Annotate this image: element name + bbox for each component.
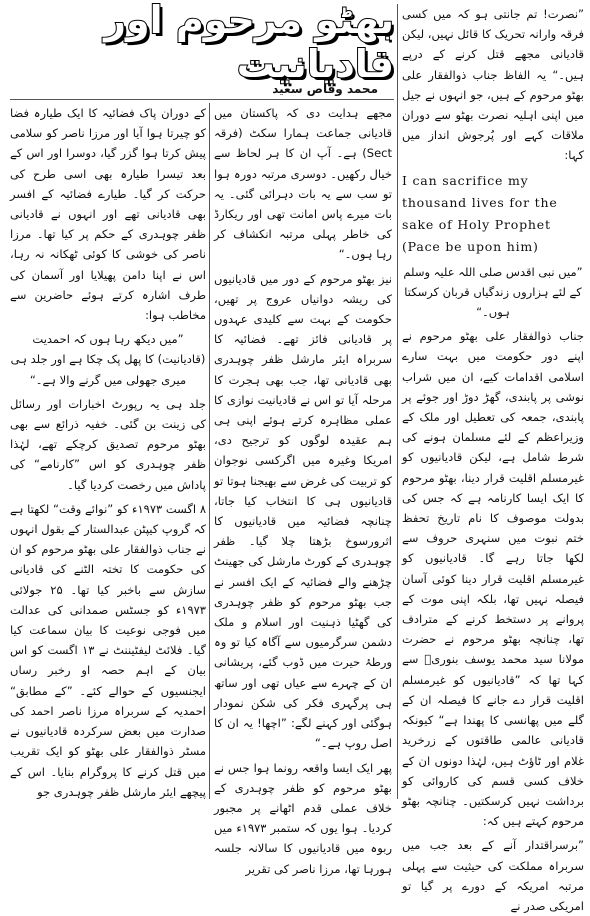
column-divider bbox=[397, 4, 398, 799]
urdu-quote: ”میں نبی اقدس صلی اللہ علیہ وسلم کے لئے ہزاروں زندگیاں قربان کرسکتا ہوں۔“ bbox=[403, 264, 583, 320]
paragraph: جناب ذوالفقار علی بھٹو مرحوم نے اپنے دور حکومت میں بہت سارے اسلامی اقدامات کیے، ان میں شراب نوشی پر پابندی، گھڑ دوڑ اور جوئے پر پابندی، جمعہ کی تعطیل اور ملک کے وزیراعظم کے لئے مسلمان ہونے کی شرط شامل ہے، لیکن قادیانیوں کو غیرمسلم اقلیت قرار دینا، بھٹو مرحوم کا ایک ایسا کارنامہ ہے کہ جس کی بدولت موصوف کا نام تاریخ تحفظ ختم نبوت میں سنہری حروف سے لکھا جاتا رہے گا۔ قادیانیوں کو غیرمسلم اقلیت قرار دینا کوئی آسان فیصلہ نہیں تھا، بلکہ اپنی موت کے پروانے پر دستخط کرنے کے مترادف تھا، چنانچہ بھٹو مرحوم نے حضرت مولانا سید محمد یوسف بنوریؒ سے کہا تھا کہ ”قادیانیوں کو غیرمسلم اقلیت قرار دے جانے کا فیصلہ ان کے گلے میں پھانسی کا پھندا ہے“ کیونکہ قادیانی عالمی طاقتوں کے زرخرید غلام اور ٹاؤٹ ہیں، لہٰذا دونوں ان کے خلاف کسی قسم کی کاروائی کو برداشت نہیں کرسکتیں۔ چنانچہ بھٹو مرحوم کہتے ہیں کہ: bbox=[402, 329, 584, 829]
paragraph: ”نصرت! تم جانتی ہو کہ میں کسی فرقہ وارانہ تحریک کا قائل نہیں، لیکن قادیانی مجھے قتل کرنے کے درپے ہیں۔“ یہ الفاظ جناب ذوالفقار علی بھٹو مرحوم کے ہیں، جو انہوں نے جیل میں اپنی اہلیہ نصرت بھٹو سے دوران ملاقات کہے اور پُرجوش انداز میں کہا: bbox=[402, 7, 584, 163]
middle-column bbox=[214, 103, 393, 876]
headline bbox=[10, 0, 394, 86]
paragraph: جلد ہی یہ رپورٹ اخبارات اور رسائل کی زینت بن گئی۔ خفیہ ذرائع سے بھی بھٹو مرحوم تصدیق کرچکے تھے، لہٰذا ظفر چوہدری کو اس ”کارنامے“ کی پاداش میں رخصت کردیا گیا۔ bbox=[10, 396, 206, 492]
left-column bbox=[10, 103, 206, 803]
paragraph: ۸ اگست ۱۹۷۳ء کو ”نوائے وقت“ لکھتا ہے کہ گروپ کیپٹن عبدالستار کے بقول انہوں نے جناب ذوالفقار علی بھٹو مرحوم کو ان کی حکومت کا تختہ الٹنے کی قادیانی سازش سے باخبر کیا تھا۔ ۲۵ جولائی ۱۹۷۳ء کو جسٹس صمدانی کی عدالت میں فوجی نوعیت کا بیان سماعت کیا گیا۔ فلائٹ لیفٹیننٹ نے ۱۳ اگست کو اس بیان کے اہم حصہ او رخبر رساں ایجنسیوں کے حوالے کئے۔ ”کے مطابق“ احمدیہ کے سربراہ مرزا ناصر احمد کی صدارت میں بعض سرکردہ قادیانیوں نے مسٹر ذوالفقار علی بھٹو کو ایک تقریب میں قتل کرنے کا پروگرام بنایا۔ اس کے پیچھے ایئر مارشل ظفر چوہدری جو bbox=[10, 501, 206, 799]
quote: ”میں دیکھ رہا ہوں کہ احمدیت (قادیانیت) کا پھل پک چکا ہے اور جلد ہی میری جھولی میں گرنے والا ہے۔“ bbox=[10, 332, 206, 387]
right-column bbox=[402, 4, 584, 913]
paragraph: پھر ایک ایسا واقعہ رونما ہوا جس نے بھٹو مرحوم کو ظفر چوہدری کے خلاف عملی قدم اٹھانے پر مجبور کردیا۔ ہوا یوں کہ ستمبر ۱۹۷۳ء میں ربوہ میں قادیانیوں کا سالانہ جلسہ ہورہا تھا، مرزا ناصر کی تقریر bbox=[214, 760, 393, 876]
paragraph: نیز بھٹو مرحوم کے دور میں قادیانیوں کی ریشہ دوانیاں عروج پر تھیں، حکومت کے بہت سے کلیدی عہدوں پر قادیانی فائز تھے۔ فضائیہ کا سربراہ ایئر مارشل ظفر چوہدری بھی قادیانی تھا، جب بھی ہجرت کا مرحلہ آیا تو اس نے قادیانیت نوازی کا عملی مظاہرہ کرتے ہوئے اپنی ہی ہم عقیدہ لوگوں کو ترجیح دی، امریکا وغیرہ میں اگرکسی نوجوان کو تربیت کی غرض سے بھیجنا ہوتا تو قادیانیوں ہی کا انتخاب کیا جاتا، چنانچہ فضائیہ میں قادیانیوں کا اثرورسوخ بڑھتا چلا گیا۔ ظفر چوہدری کے کورٹ مارشل کی جھینٹ چڑھنے والے فضائیہ کے ایک افسر نے جب بھٹو مرحوم کو ظفر چوہدری کی گھٹیا ذہنیت اور اسلام و ملک دشمن سرگرمیوں سے آگاہ کیا تو وہ ورطۂ حیرت میں ڈوب گئے، پریشانی ان کے چہرے سے عیاں تھی اور ساتھ ہی پرگہری فکر کی شکن نمودار ہوگئی اور کہنے لگے: ”اچھا! یہ ان کا اصل روپ ہے۔“ bbox=[214, 271, 392, 751]
paragraph: کے دوران پاک فضائیہ کا ایک طیارہ فضا کو چیرتا ہوا آیا اور مرزا ناصر کو سلامی پیش کرتا ہوا گزر گیا، دوسرا اور اس کے بعد تیسرا طیارہ بھی اسی طرح کی حرکت کر گیا۔ طیارے فضائیہ کے افسر بھی قادیانی تھے اور انہوں نے قادیانی ظفر چوہدری کے حکم پر کیا تھا۔ مرزا ناصر کی خوشی کا کوئی ٹھکانہ نہ رہا، اس نے اپنا دامن پھیلایا اور آسمان کی طرف اشارہ کرتے ہوئے حاضرین سے مخاطب ہوا: bbox=[10, 106, 206, 323]
paragraph: ”برسراقتدار آنے کے بعد جب میں سربراہ مملکت کی حیثیت سے پہلی مرتبہ امریکہ کے دورے پر گیا تو امریکی صدر نے bbox=[402, 838, 584, 913]
paragraph: مجھے ہدایت دی کہ پاکستان میں قادیانی جماعت ہمارا سکٹ (فرقہ Sect) ہے۔ آپ ان کا ہر لحاظ سے خیال رکھیں۔ دوسری مرتبہ دورہ ہوا تو سب سے یہ بات دہرائی گئی۔ یہ بات میرے پاس امانت تھی اور ریکارڈ کی خاطر پہلی مرتبہ انکشاف کر رہا ہوں۔“ bbox=[214, 106, 392, 262]
article-title: بھٹو مرحوم اور قادیانیت bbox=[104, 0, 394, 86]
header-divider bbox=[10, 99, 394, 100]
english-quote: I can sacrifice my thousand lives for the sake of Holy Prophet (Pace be upon him) bbox=[402, 172, 558, 254]
author-byline: محمد وقاص سعید bbox=[272, 82, 378, 96]
column-divider bbox=[209, 103, 210, 799]
